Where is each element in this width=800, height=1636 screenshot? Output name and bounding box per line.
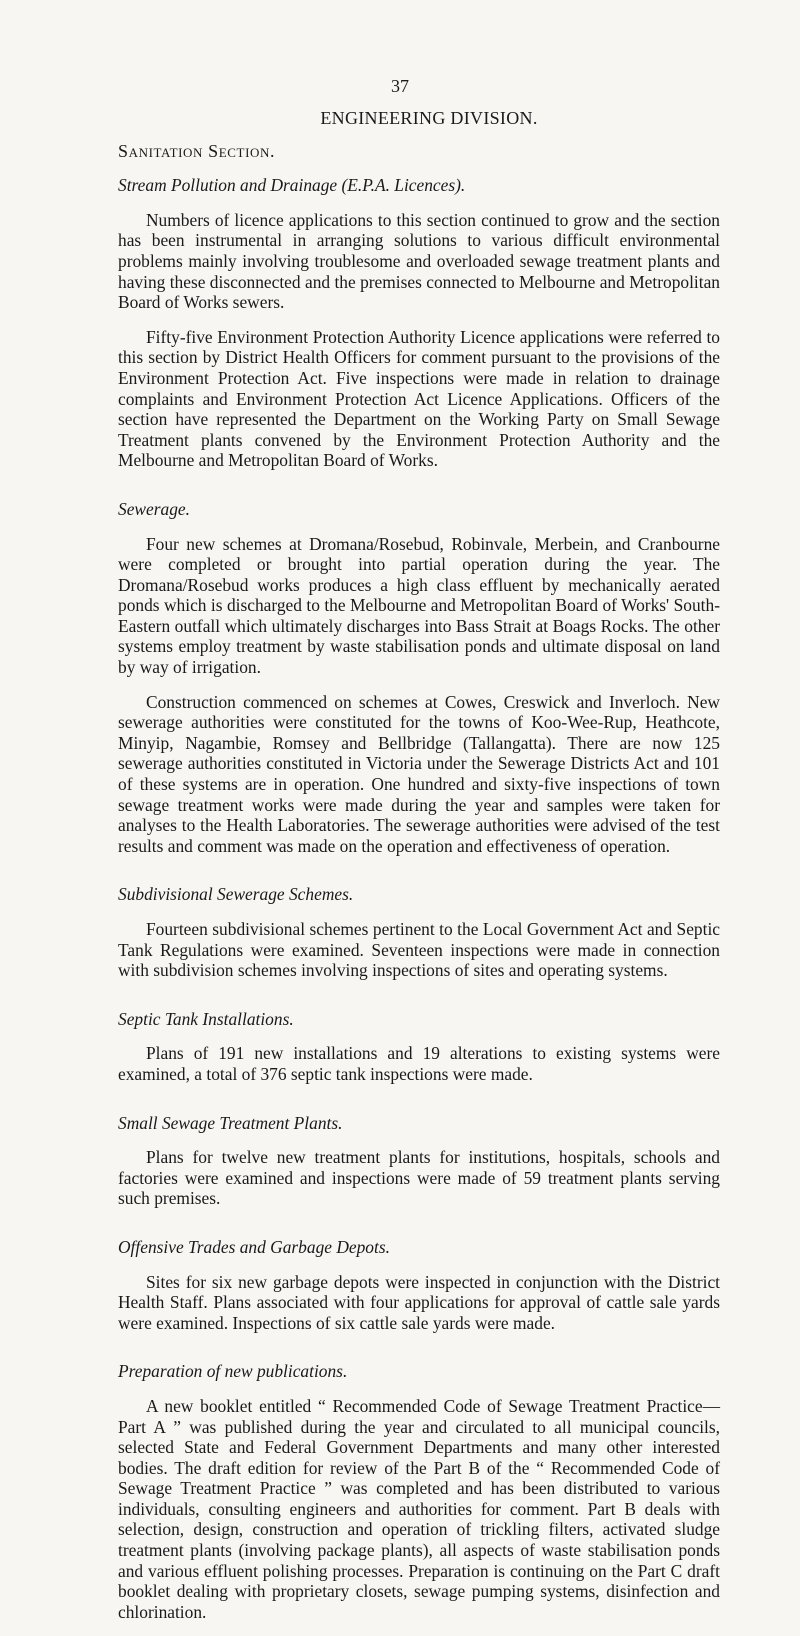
sub-heading: Subdivisional Sewerage Schemes. (118, 884, 354, 905)
paragraph: A new booklet entitled “ Recommended Code of Sewage Treatment Practice—Part A ” was published during the year and circulated to all municipal councils, selected State and Federal Government Departments and many other interested bodies. The draft edition for review of the Part B of the “ Recommended Code of Sewage Treatment Practice ” was completed and has been distributed to various individuals, consulting engineers and authorities for comment. Part B deals with selection, design, construction and operation of trickling filters, activated sludge treatment plants (involving package plants), all aspects of waste stabilisation ponds and various effluent polishing processes. Preparation is continuing on the Part C draft booklet dealing with proprietary closets, sewage pumping systems, disinfection and chlorination. (118, 1395, 720, 1622)
section-sewerage (118, 499, 720, 857)
division-title: ENGINEERING DIVISION. (320, 108, 538, 128)
sub-heading: Sewerage. (118, 498, 190, 519)
paragraph: Fifty-five Environment Protection Authority Licence applications were referred to this section by District Health Officers for comment pursuant to the provisions of the Environment Protection Act. Five inspections were made in relation to drainage complaints and Environment Protection Act Licence Applications. Officers of the section have represented the Department on the Working Party on Small Sewage Treatment plants convened by the Environment Protection Authority and the Melbourne and Metropolitan Board of Works. (118, 326, 720, 471)
sub-heading: Stream Pollution and Drainage (E.P.A. Licences). (118, 175, 466, 196)
paragraph: Four new schemes at Dromana/Rosebud, Robinvale, Merbein, and Cranbourne were completed or brought into partial operation during the year. The Dromana/Rosebud works produces a high class effluent by mechanically aerated ponds which is discharged to the Melbourne and Metropolitan Board of Works' South-Eastern outfall which ultimately discharges into Bass Strait at Boags Rocks. The other systems employ treatment by waste stabilisation ponds and ultimate disposal on land by way of irrigation. (118, 533, 720, 678)
paragraph: Sites for six new garbage depots were inspected in conjunction with the District Health Staff. Plans associated with four applications for approval of cattle sale yards were examined. Inspections of six cattle sale yards were made. (118, 1271, 720, 1333)
section-offensive-trades (118, 1237, 720, 1333)
section-small-sewage-plants (118, 1113, 720, 1209)
sub-heading: Small Sewage Treatment Plants. (118, 1112, 343, 1133)
paragraph: Construction commenced on schemes at Cowes, Creswick and Inverloch. New sewerage authorities were constituted for the towns of Koo-Wee-Rup, Heathcote, Minyip, Nagambie, Romsey and Bellbridge (Tallangatta). There are now 125 sewerage authorities constituted in Victoria under the Sewerage Districts Act and 101 of these systems are in operation. One hundred and sixty-five inspections of town sewage treatment works were made during the year and samples were taken for analyses to the Health Laboratories. The sewerage authorities were advised of the test results and comment was made on the operation and effectiveness of operation. (118, 691, 720, 856)
page-content (118, 108, 720, 1636)
section-stream-pollution (118, 175, 720, 471)
paragraph: Plans for twelve new treatment plants for institutions, hospitals, schools and factories were examined and inspections were made of 59 treatment plants serving such premises. (118, 1147, 720, 1209)
paragraph: Numbers of licence applications to this section continued to grow and the section has been instrumental in arranging solutions to various difficult environmental problems mainly involving troublesome and overloaded sewage treatment plants and having these disconnected and the premises connected to Melbourne and Metropolitan Board of Works sewers. (118, 209, 720, 313)
section-subdivisional-sewerage (118, 884, 720, 980)
sub-heading: Septic Tank Installations. (118, 1008, 294, 1029)
sub-heading: Preparation of new publications. (118, 1361, 348, 1382)
sub-heading: Offensive Trades and Garbage Depots. (118, 1236, 390, 1257)
section-title: Sanitation Section. (118, 140, 276, 161)
section-septic-tank (118, 1009, 720, 1085)
paragraph: Fourteen subdivisional schemes pertinent to the Local Government Act and Septic Tank Regulations were examined. Seventeen inspections were made in connection with subdivision schemes involving inspections of sites and operating systems. (118, 919, 720, 981)
page-number: 37 (391, 76, 409, 96)
paragraph: Plans of 191 new installations and 19 alterations to existing systems were examined, a total of 376 septic tank inspections were made. (118, 1043, 720, 1084)
section-publications (118, 1361, 720, 1622)
